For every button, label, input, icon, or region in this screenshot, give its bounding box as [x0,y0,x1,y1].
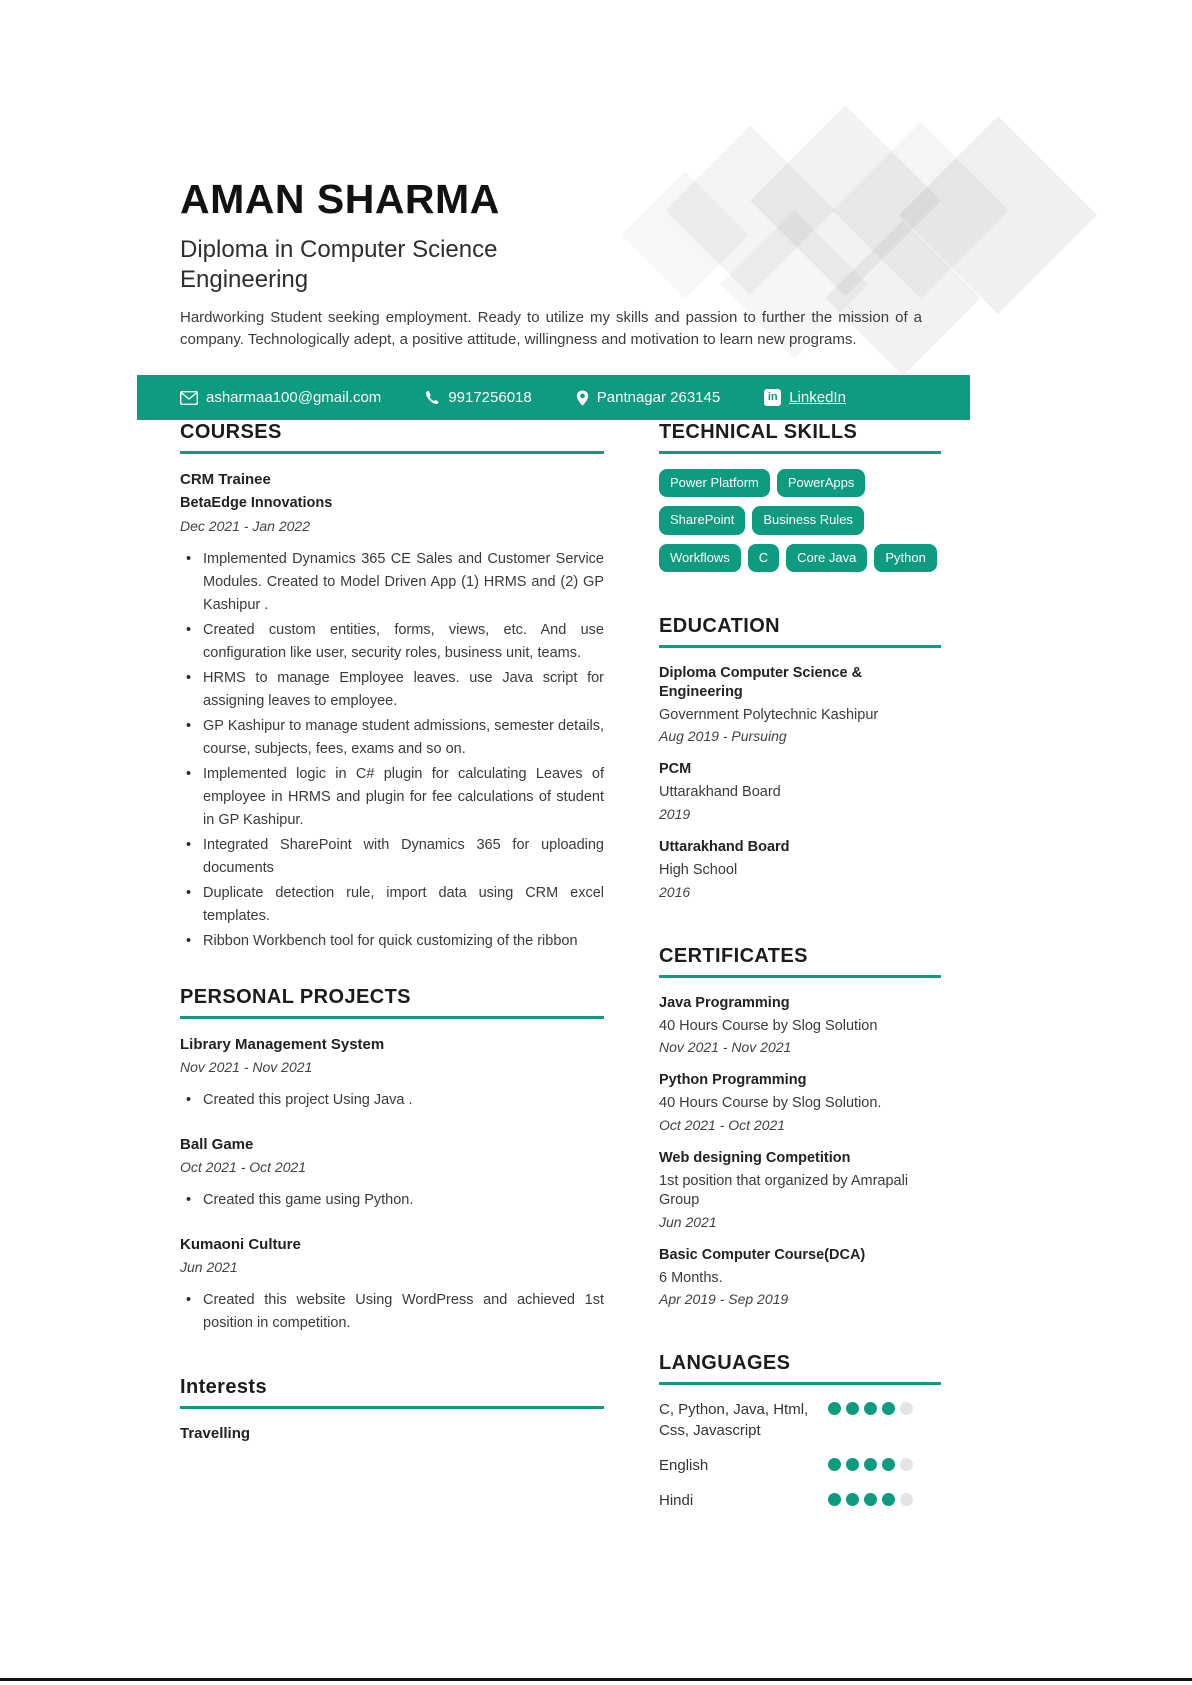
course-bullet: • Implemented Dynamics 365 CE Sales and Customer Service Modules. Created to Model Driven App (1) HRMS and (2) GP Kashipur . [180,548,604,617]
section-rule [659,1382,941,1385]
education-school: Uttarakhand Board [659,784,781,801]
certificate-dates: Oct 2021 - Oct 2021 [659,1117,786,1134]
linkedin-icon: in [764,389,781,406]
course-bullet-list [180,548,604,953]
project-item [180,1136,604,1212]
course-bullet: • HRMS to manage Employee leaves. use Java script for assigning leaves to employee. [180,667,604,713]
interest-item: Travelling [180,1425,251,1442]
section-rule [659,645,941,648]
contact-bar [137,375,970,420]
certificate-dates: Jun 2021 [659,1213,717,1230]
certificate-description: 40 Hours Course by Slog Solution. [659,1095,882,1112]
project-name: Kumaoni Culture [180,1236,301,1253]
project-name: Ball Game [180,1136,254,1153]
certificate-name: Java Programming [659,994,790,1011]
certificate-item [659,1246,941,1308]
skill-pill: Core Java [786,544,867,572]
skill-pill: PowerApps [777,469,865,497]
project-item [180,1236,604,1335]
candidate-title: Diploma in Computer Science Engineering [180,236,498,293]
course-bullet: • Integrated SharePoint with Dynamics 365 for uploading documents [180,834,604,880]
project-dates: Oct 2021 - Oct 2021 [180,1159,307,1175]
section-rule [659,451,941,454]
certificates-heading: CERTIFICATES [659,944,808,967]
technical-skills-heading: TECHNICAL SKILLS [659,421,858,443]
section-rule [659,975,941,978]
section-languages [659,1351,941,1511]
language-level-dots [828,1491,913,1506]
page-bottom-border [0,1678,1192,1681]
education-school: Government Polytechnic Kashipur [659,706,879,723]
language-level-dots [828,1400,913,1415]
certificate-description: 1st position that organized by Amrapali Group [659,1173,909,1208]
course-dates: Dec 2021 - Jan 2022 [180,518,310,534]
education-heading: EDUCATION [659,614,781,637]
section-rule [180,1406,604,1409]
education-degree: Diploma Computer Science & Engineering [659,664,863,700]
skill-pill: C [748,544,779,572]
project-bullet-list [180,1289,604,1335]
course-bullet: • Duplicate detection rule, import data using CRM excel templates. [180,882,604,928]
certificate-item [659,994,941,1056]
section-rule [180,1016,604,1019]
language-name: English [659,1456,709,1474]
skill-pill-list [659,469,941,572]
project-bullet: • Created this game using Python. [180,1189,604,1212]
certificate-name: Python Programming [659,1072,807,1089]
location-pin-icon [576,390,589,406]
right-column [659,420,941,1511]
contact-location-text: Pantnagar 263145 [596,389,721,406]
course-organization: BetaEdge Innovations [180,495,333,511]
phone-icon [425,390,440,405]
section-personal-projects [180,985,604,1335]
left-column [180,420,604,1442]
education-school: High School [659,861,738,878]
candidate-summary: Hardworking Student seeking employment. Ready to utilize my skills and passion to further the mission of a company. Technologically adept, a positive attitude, willingness and motivation to learn new programs. [180,309,922,349]
skill-pill: Python [874,544,936,572]
course-bullet: • GP Kashipur to manage student admissions, semester details, course, subjects, fees, exams and so on. [180,715,604,761]
email-icon [180,391,198,405]
certificate-name: Basic Computer Course(DCA) [659,1246,866,1263]
education-degree: PCM [659,761,692,778]
course-bullet: • Created custom entities, forms, views, etc. And use configuration like user, security roles, business unit, teams. [180,619,604,665]
section-technical-skills [659,420,941,572]
education-dates: 2019 [659,806,691,823]
contact-email [180,389,381,406]
certificate-description: 40 Hours Course by Slog Solution [659,1017,878,1034]
language-name: Hindi [659,1492,694,1510]
interests-heading: Interests [180,1376,267,1398]
certificate-description: 6 Months. [659,1269,723,1286]
skill-pill: Business Rules [752,506,864,534]
education-dates: 2016 [659,883,691,900]
certificate-name: Web designing Competition [659,1150,851,1167]
language-name: C, Python, Java, Html, Css, Javascript [659,1401,809,1439]
project-dates: Jun 2021 [180,1259,238,1275]
contact-linkedin[interactable] [764,389,846,406]
certificate-dates: Apr 2019 - Sep 2019 [659,1291,789,1308]
skill-pill: Power Platform [659,469,770,497]
language-row [659,1400,941,1441]
course-bullet: • Implemented logic in C# plugin for calculating Leaves of employee in HRMS and plugin for fee calculations of student in GP Kashipur. [180,763,604,832]
language-level-dots [828,1456,913,1471]
section-certificates [659,944,941,1308]
language-row [659,1491,941,1511]
courses-heading: COURSES [180,421,282,443]
project-item [180,1036,604,1112]
course-role: CRM Trainee [180,471,271,488]
project-bullet-list [180,1189,604,1212]
section-courses [180,420,604,953]
certificate-dates: Nov 2021 - Nov 2021 [659,1039,792,1056]
course-bullet: • Ribbon Workbench tool for quick customizing of the ribbon [180,930,604,953]
section-education [659,614,941,900]
resume-header [180,178,940,351]
education-dates: Aug 2019 - Pursuing [659,728,787,745]
languages-heading: LANGUAGES [659,1352,791,1375]
contact-email-text: asharmaa100@gmail.com [206,389,382,406]
language-row [659,1456,941,1476]
project-dates: Nov 2021 - Nov 2021 [180,1059,313,1075]
education-degree: Uttarakhand Board [659,839,790,856]
education-item [659,664,941,745]
section-interests [180,1375,604,1442]
skill-pill: Workflows [659,544,741,572]
section-rule [180,451,604,454]
personal-projects-heading: PERSONAL PROJECTS [180,986,411,1008]
education-item [659,838,941,900]
project-bullet-list [180,1089,604,1112]
project-name: Library Management System [180,1036,385,1053]
certificate-item [659,1149,941,1230]
project-bullet: • Created this project Using Java . [180,1089,604,1112]
contact-phone-text: 9917256018 [448,389,532,406]
education-item [659,760,941,822]
skill-pill: SharePoint [659,506,745,534]
candidate-name: AMAN SHARMA [180,176,500,222]
linkedin-link[interactable]: LinkedIn [789,389,846,406]
contact-phone [425,389,531,406]
project-bullet: • Created this website Using WordPress and achieved 1st position in competition. [180,1289,604,1335]
contact-location [576,389,720,406]
certificate-item [659,1071,941,1133]
